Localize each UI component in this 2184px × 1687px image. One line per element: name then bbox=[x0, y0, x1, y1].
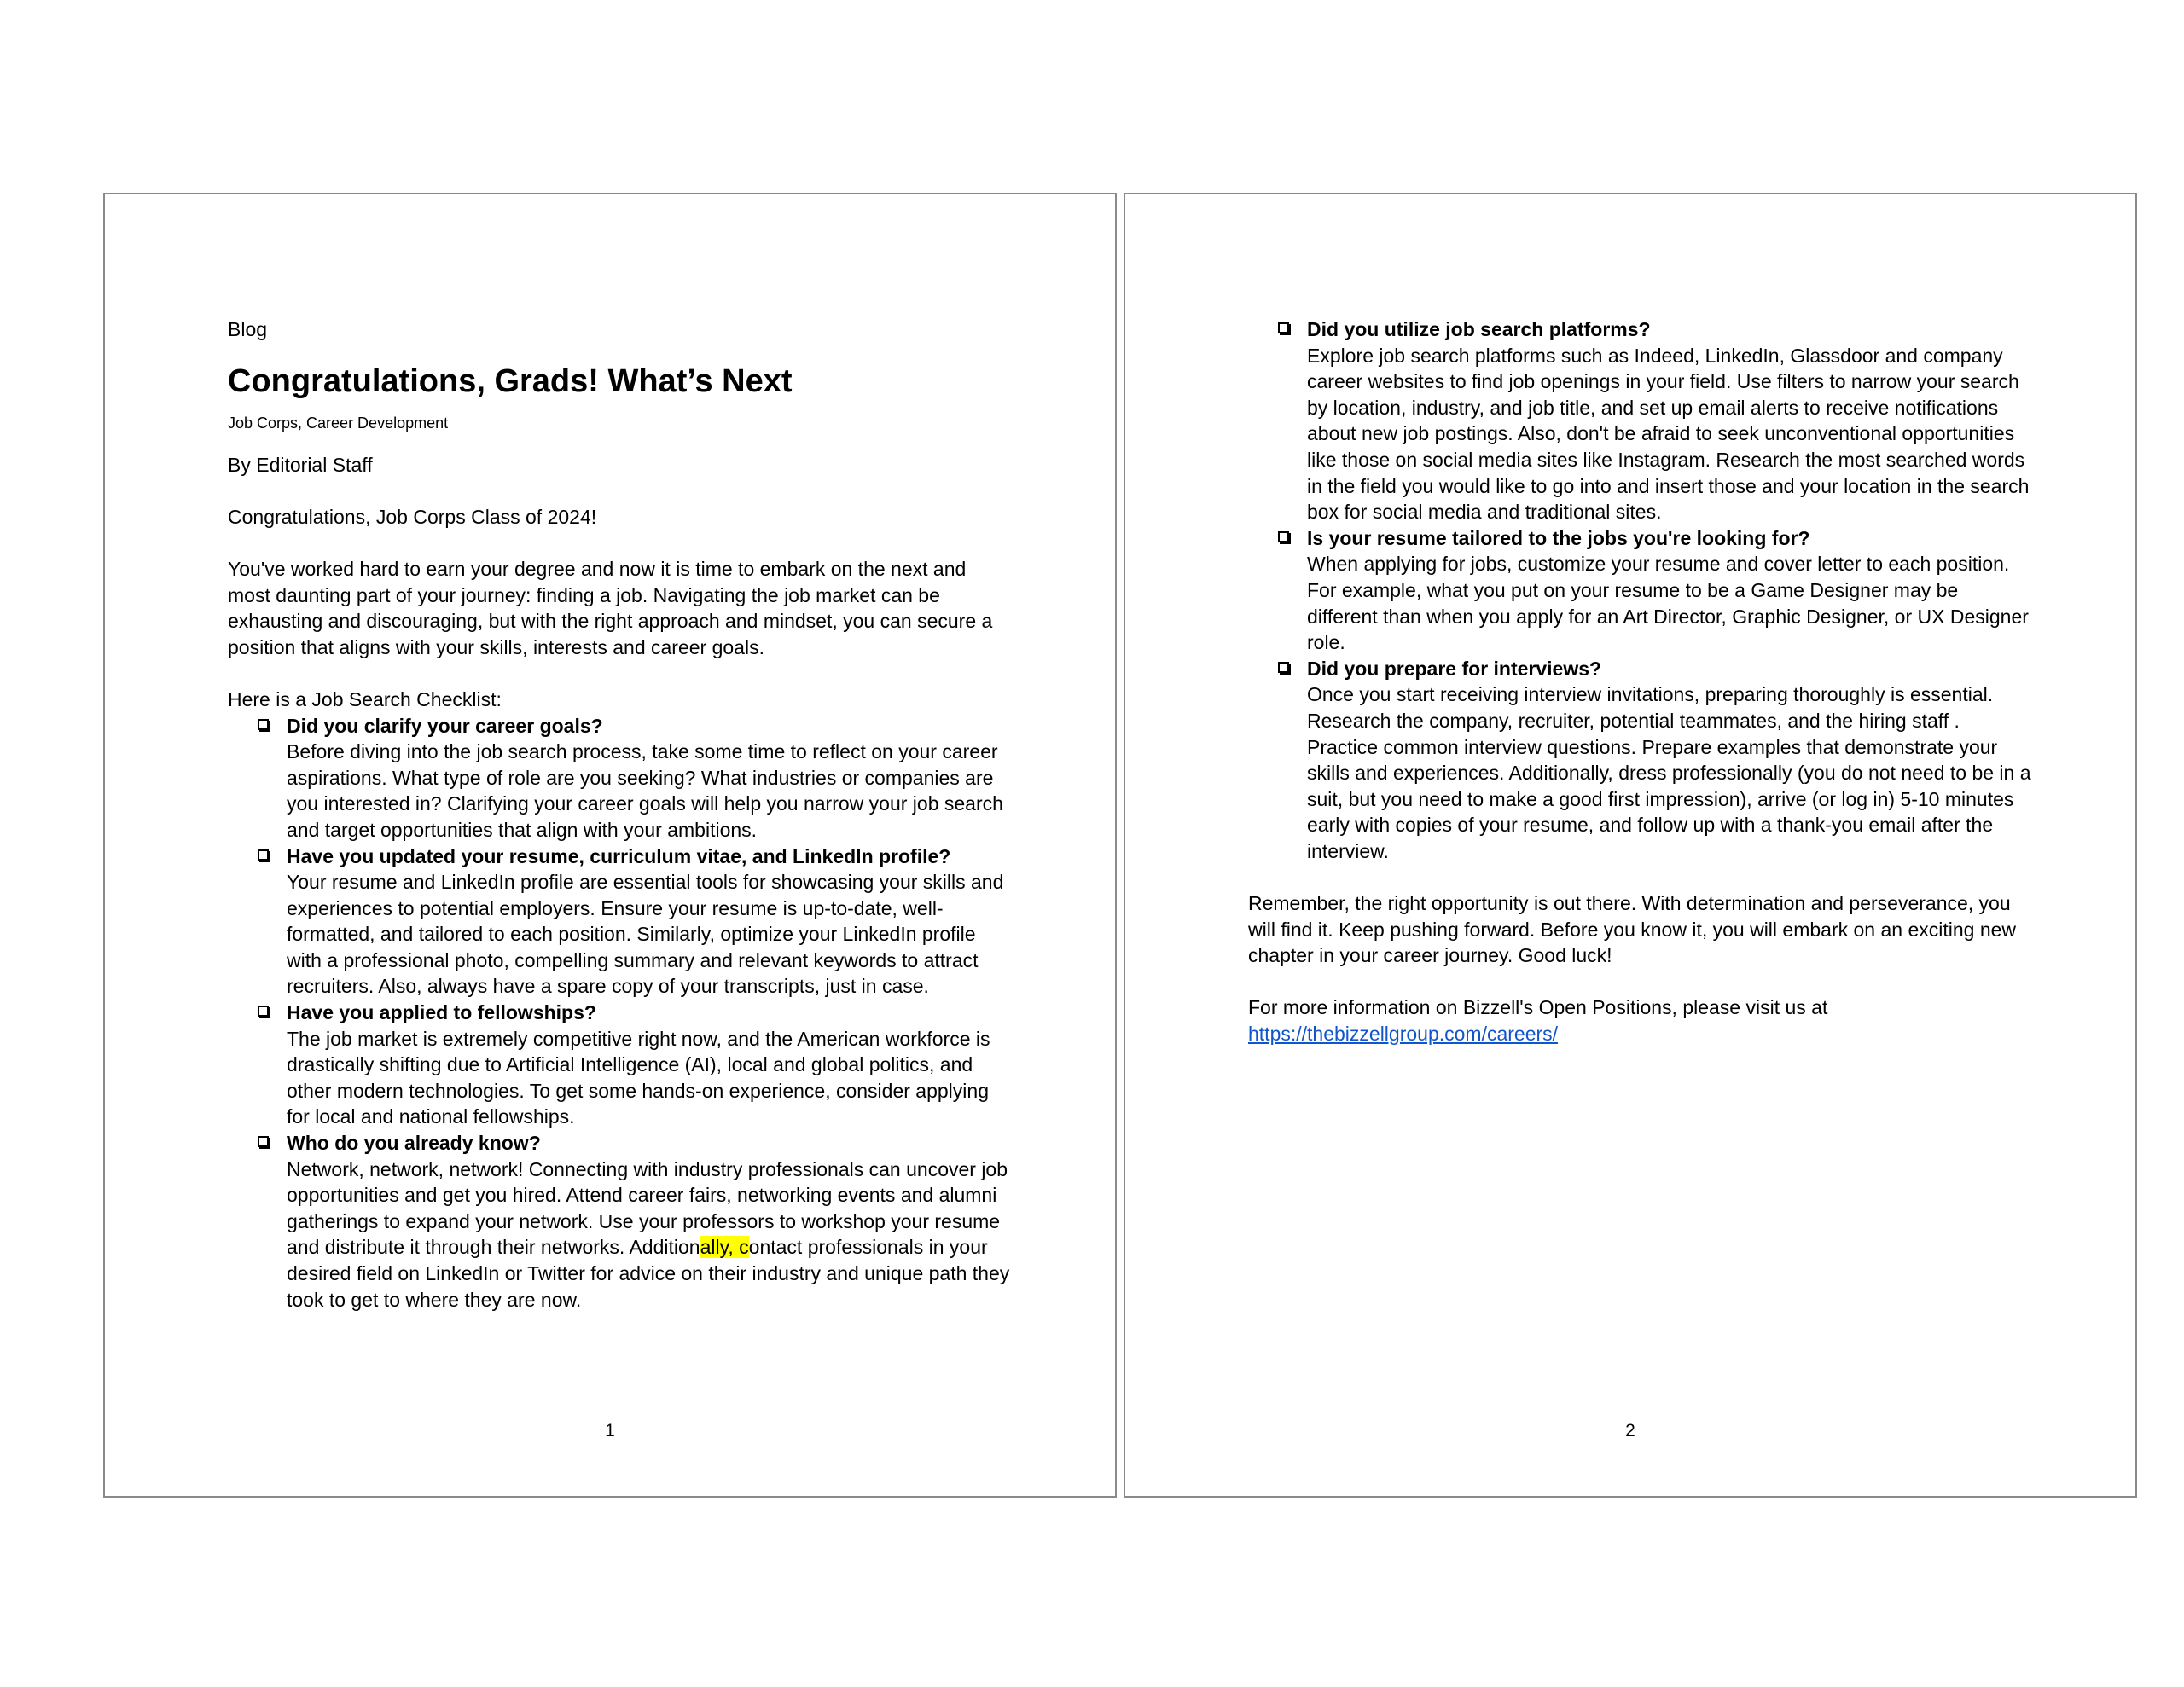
page-number: 2 bbox=[1625, 1421, 1635, 1441]
more-info-text: For more information on Bizzell's Open Positions, please visit us at bbox=[1248, 996, 1828, 1019]
careers-link[interactable]: https://thebizzellgroup.com/careers/ bbox=[1248, 1023, 1559, 1046]
checklist-item bbox=[1278, 525, 2033, 656]
checklist-body: The job market is extremely competitive right now, and the American workforce is drastically shifting due to Artificial Intelligence (AI), local and global politics, and other modern technologies. To get some hands-on experience, consider applying for local and national fellowships. bbox=[287, 1027, 990, 1128]
checklist-body bbox=[287, 1158, 1009, 1311]
checklist-intro: Here is a Job Search Checklist: bbox=[228, 687, 502, 710]
checkbox-icon bbox=[258, 1006, 269, 1017]
greeting: Congratulations, Job Corps Class of 2024! bbox=[228, 505, 597, 528]
checkbox-icon bbox=[258, 1136, 269, 1147]
checklist-item bbox=[258, 1000, 1013, 1130]
checklist-body-text: ontact professionals in your desired field on LinkedIn or Twitter for advice on their industry and unique path they took to get to where they are now. bbox=[287, 1236, 1010, 1311]
checklist-body: When applying for jobs, customize your resume and cover letter to each position. For example, what you put on your resume to be a Game Designer may be different than when you apply for an Art Director, Graphic Designer, or UX Designer role. bbox=[1307, 553, 2029, 654]
checkbox-icon bbox=[1278, 531, 1289, 542]
article-tags: Job Corps, Career Development bbox=[228, 414, 449, 432]
checklist-question: Did you utilize job search platforms? bbox=[1307, 318, 1651, 340]
byline: By Editorial Staff bbox=[228, 453, 373, 476]
checkbox-icon bbox=[1278, 662, 1289, 673]
checklist-question: Have you applied to fellowships? bbox=[287, 1001, 596, 1024]
article-title: Congratulations, Grads! What’s Next bbox=[228, 362, 793, 399]
checklist-question: Did you clarify your career goals? bbox=[287, 714, 603, 737]
checkbox-icon bbox=[258, 719, 269, 730]
checklist-item bbox=[258, 713, 1013, 844]
checklist-question: Did you prepare for interviews? bbox=[1307, 657, 1602, 680]
checklist-item bbox=[1278, 316, 2033, 525]
checkbox-icon bbox=[258, 849, 269, 861]
page-1-content bbox=[228, 316, 1013, 1313]
checklist-body: Once you start receiving interview invitations, preparing thoroughly is essential. Research the company, recruiter, potential teammates, and the hiring staff . Practice common interview questions. Prepare examples that demonstrate your skills and experiences. Additionally, dress professionally (you do not need to be in a suit, but you need to make a good first impression), arrive (or log in) 5-10 minutes early with copies of your resume, and follow up with a thank-you email after the interview. bbox=[1307, 683, 2031, 862]
document-page-1 bbox=[103, 193, 1117, 1498]
closing-paragraph: Remember, the right opportunity is out there. With determination and perseverance, you will find it. Keep pushing forward. Before you know it, you will embark on an exciting new chapter in your career journey. Good luck! bbox=[1248, 892, 2017, 967]
page-number: 1 bbox=[605, 1421, 615, 1441]
checklist-question: Is your resume tailored to the jobs you're looking for? bbox=[1307, 526, 1810, 549]
checklist bbox=[228, 713, 1013, 1313]
intro-paragraph: You've worked hard to earn your degree and now it is time to embark on the next and most daunting part of your journey: finding a job. Navigating the job market can be exhausting and discouraging, but with the right approach and mindset, you can secure a position that aligns with your skills, interests and career goals. bbox=[228, 557, 993, 658]
checklist bbox=[1248, 316, 2033, 864]
checkbox-icon bbox=[1278, 322, 1289, 333]
checklist-item bbox=[258, 1130, 1013, 1313]
category-label: Blog bbox=[228, 318, 268, 340]
checklist-body-text: Network, network, network! Connecting with industry professionals can uncover job opportunities and get you hired. Attend career fairs, networking events and alumni gatherings to expand your network. Use your professors to workshop your resume and distribute it through their networks. Addition bbox=[287, 1157, 1008, 1259]
careers-link-line bbox=[1248, 1021, 2033, 1047]
checklist-body: Explore job search platforms such as Indeed, LinkedIn, Glassdoor and company career websites to find job openings in your field. Use filters to narrow your search by location, industry, and job title, and set up email alerts to receive notifications about new job postings. Also, don't be afraid to seek unconventional opportunities like those on social media sites like Instagram. Research the most searched words in the field you would like to go into and insert those and your location in the search box for social media and traditional sites. bbox=[1307, 344, 2030, 524]
document-page-2 bbox=[1124, 193, 2137, 1498]
checklist-body: Before diving into the job search process, take some time to reflect on your career aspirations. What type of role are you seeking? What industries or companies are you interested in? Clarifying your career goals will help you narrow your job search and target opportunities that align with your ambitions. bbox=[287, 740, 1003, 841]
checklist-question: Have you updated your resume, curriculum vitae, and LinkedIn profile? bbox=[287, 844, 951, 867]
checklist-item bbox=[258, 844, 1013, 1000]
checklist-item bbox=[1278, 656, 2033, 865]
page-2-content bbox=[1248, 316, 2033, 1047]
highlighted-text: ally, c bbox=[700, 1236, 749, 1259]
checklist-question: Who do you already know? bbox=[287, 1132, 541, 1155]
checklist-body: Your resume and LinkedIn profile are essential tools for showcasing your skills and experiences to potential employers. Ensure your resume is up-to-date, well-formatted, and tailored to each position. Similarly, optimize your LinkedIn profile with a professional photo, compelling summary and relevant keywords to attract recruiters. Also, always have a spare copy of your transcripts, just in case. bbox=[287, 871, 1004, 998]
